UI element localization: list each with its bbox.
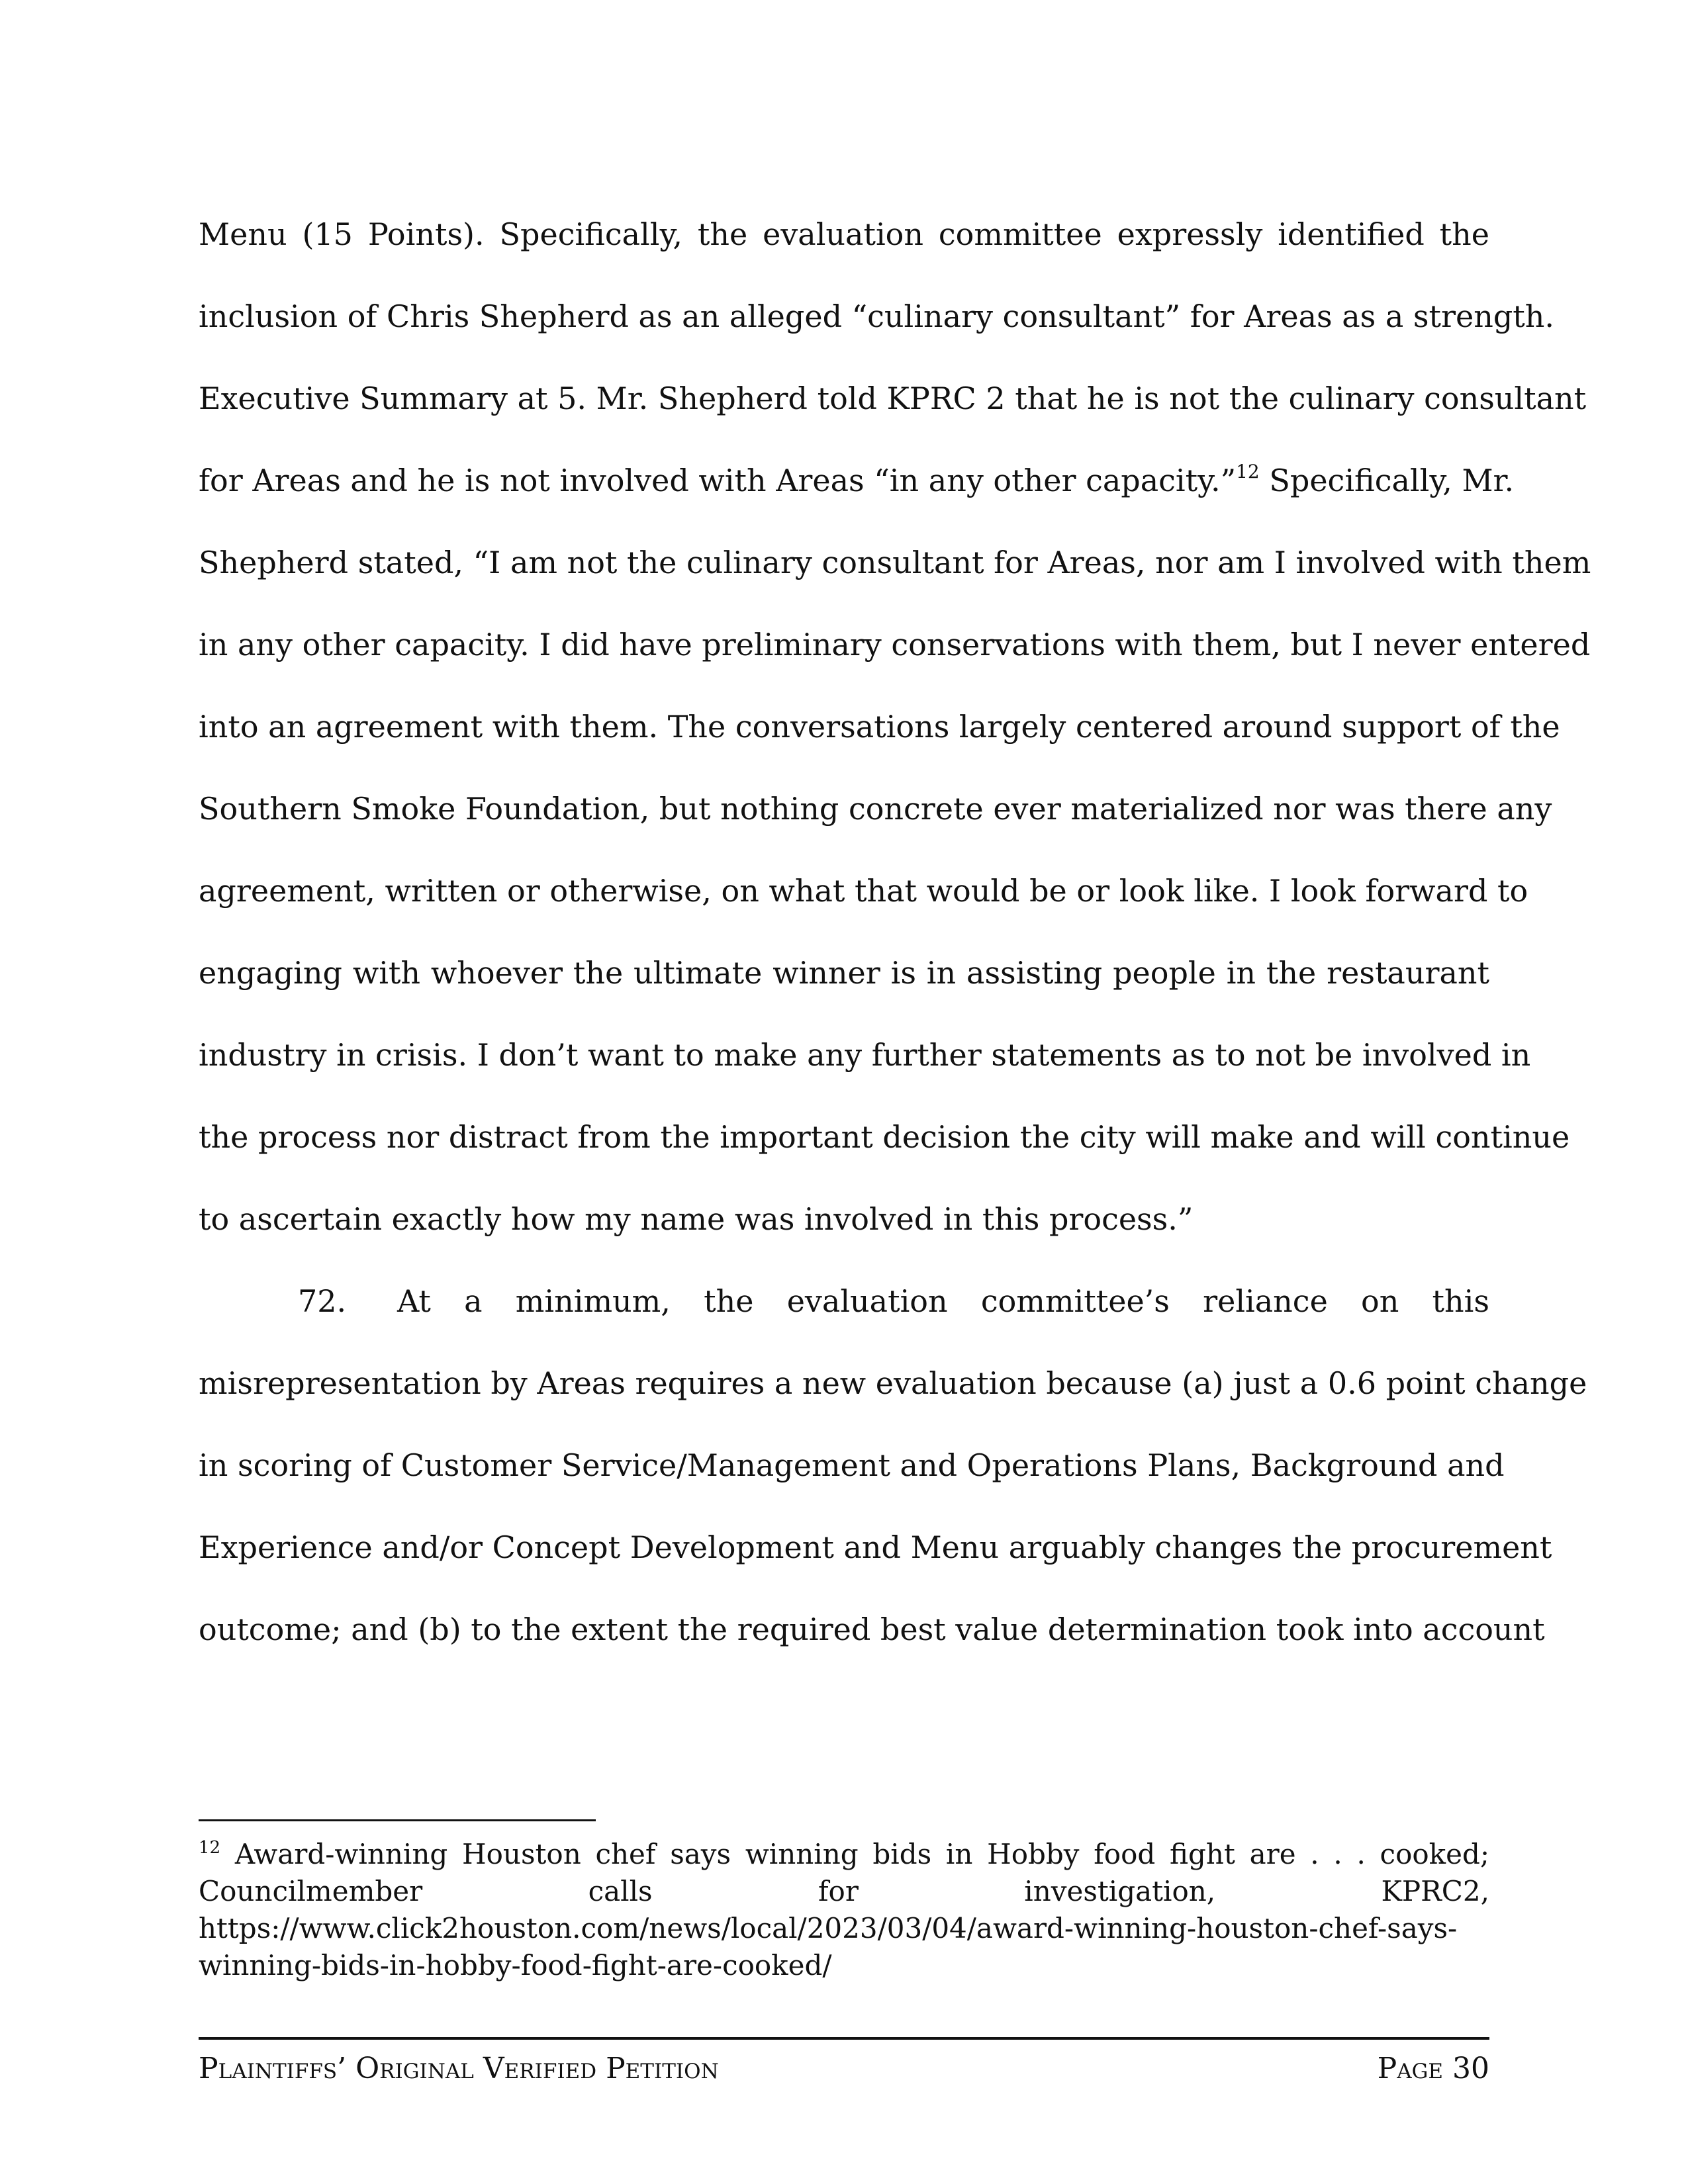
body-line-text: for Areas and he is not involved with Areas “in any other capacity.” [199,463,1237,498]
body-line: misrepresentation by Areas requires a new evaluation because (a) just a 0.6 point change [199,1365,1587,1401]
footnote-reference[interactable]: 12 [1236,461,1260,482]
body-line-with-footnote [199,439,1515,522]
footnote-line [199,1836,1489,1873]
body-line: the process nor distract from the important decision the city will make and will continue [199,1119,1570,1155]
body-line: industry in crisis. I don’t want to make any further statements as to not be involved in [199,1037,1531,1073]
footnote-url-line[interactable]: https://www.click2houston.com/news/local/2023/03/04/award-winning-houston-chef-says- [199,1912,1458,1944]
paragraph-number: 72. [298,1283,347,1319]
body-text [199,193,1591,1670]
body-line: into an agreement with them. The conversations largely centered around support of the [199,709,1560,745]
body-line-tail: Specifically, Mr. [1269,463,1515,498]
page-footer [199,2049,1489,2089]
footnote [199,1836,1489,1984]
body-line: Executive Summary at 5. Mr. Shepherd told KPRC 2 that he is not the culinary consultant [199,381,1587,416]
paragraph-first-line-text: At a minimum, the evaluation committee’s reliance on this [397,1283,1489,1319]
body-line: Shepherd stated, “I am not the culinary consultant for Areas, nor am I involved with them [199,545,1591,580]
footnote-url-line[interactable]: winning-bids-in-hobby-food-fight-are-cooked/ [199,1949,832,1981]
body-line: Experience and/or Concept Development and Menu arguably changes the procurement [199,1529,1552,1565]
body-line: in scoring of Customer Service/Management and Operations Plans, Background and [199,1447,1505,1483]
footnote-number: 12 [199,1838,221,1858]
footnote-separator [199,1819,596,1821]
body-line: Southern Smoke Foundation, but nothing concrete ever materialized nor was there any [199,791,1552,827]
body-line: in any other capacity. I did have preliminary conservations with them, but I never entered [199,627,1591,662]
page-number: Page 30 [1377,2052,1489,2085]
paragraph-72-first-line [199,1260,1489,1342]
body-line: agreement, written or otherwise, on what that would be or look like. I look forward to [199,873,1528,909]
body-line: inclusion of Chris Shepherd as an alleged “culinary consultant” for Areas as a strength. [199,298,1555,334]
body-line: outcome; and (b) to the extent the required best value determination took into account [199,1612,1545,1647]
document-title: Plaintiffs’ Original Verified Petition [199,2052,719,2085]
footnote-line: Councilmember calls for investigation, KPRC2, [199,1875,1489,1907]
body-line: Menu (15 Points). Specifically, the evaluation committee expressly identified the [199,216,1489,252]
body-line: to ascertain exactly how my name was involved in this process.” [199,1201,1194,1237]
body-line: engaging with whoever the ultimate winner is in assisting people in the restaurant [199,955,1489,991]
footnote-text: Award-winning Houston chef says winning bids in Hobby food fight are . . . cooked; [234,1838,1489,1870]
footer-rule [199,2037,1489,2040]
